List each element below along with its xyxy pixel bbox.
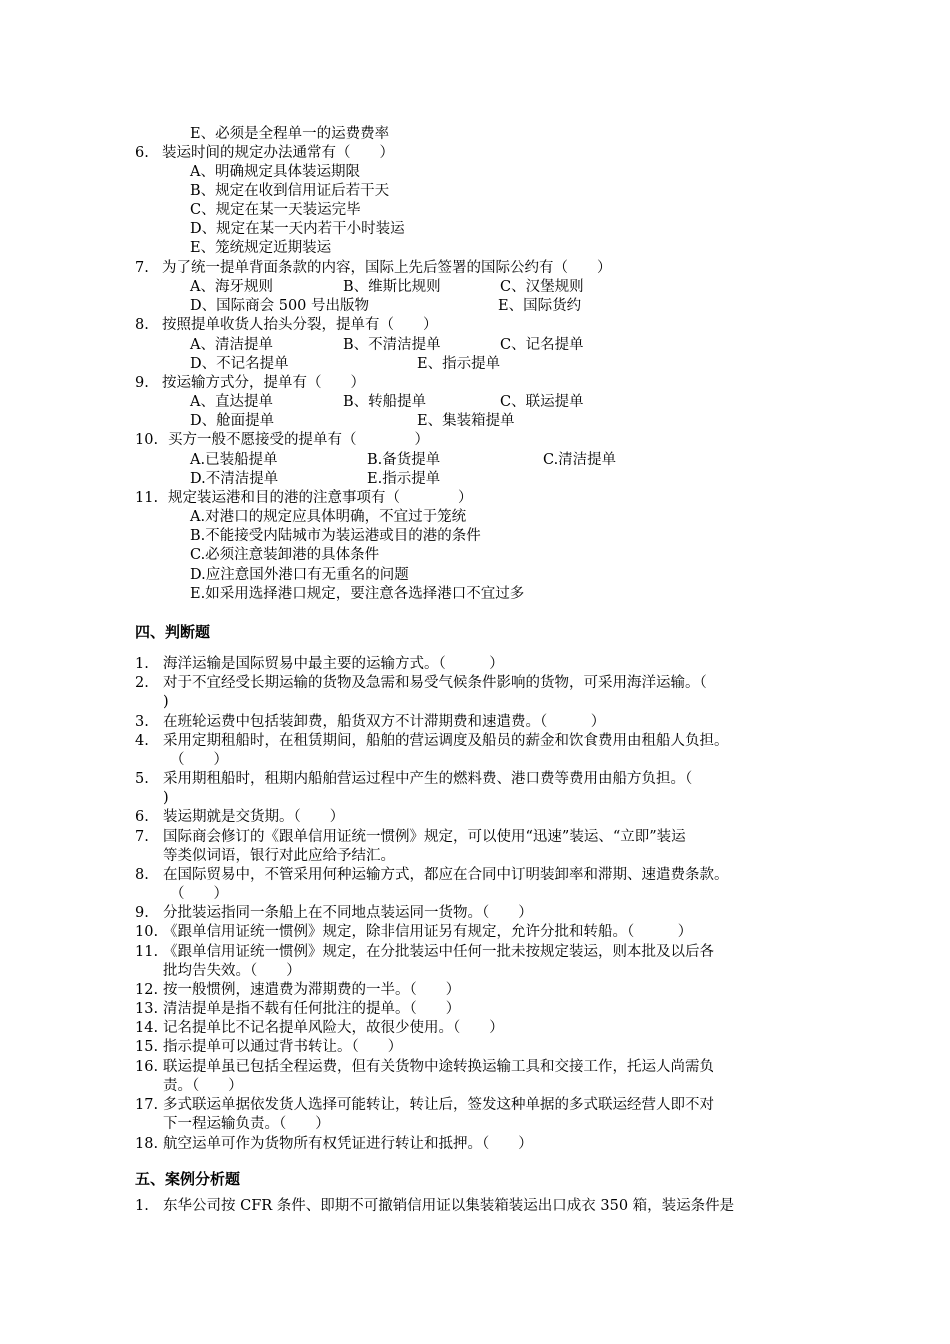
- q7-text: 为了统一提单背面条款的内容，国际上先后签署的国际公约有（ ）: [162, 260, 612, 276]
- tf-item-text: 在班轮运费中包括装卸费，船货双方不计滞期费和速遣费。（ ）: [163, 714, 606, 730]
- q11-option-d: D.应注意国外港口有无重名的问题: [190, 567, 409, 583]
- q9-number: 9.: [135, 375, 149, 391]
- q10-option-b: B.备货提单: [367, 452, 441, 468]
- q11-option-b: B.不能接受内陆城市为装运港或目的港的条件: [190, 528, 481, 544]
- tf-item-number: 11.: [135, 944, 159, 960]
- q7-option-c: C、汉堡规则: [500, 279, 584, 295]
- q11-option-e: E.如采用选择港口规定，要注意各选择港口不宜过多: [190, 586, 525, 602]
- tf-item-text: 采用定期租船时，在租赁期间，船舶的营运调度及船员的薪金和饮食费用由租船人负担。: [163, 733, 729, 749]
- q6-number: 6.: [135, 145, 149, 161]
- q5-option-e: E、必须是全程单一的运费费率: [190, 126, 390, 142]
- q10-number: 10.: [135, 432, 159, 448]
- q9-option-c: C、联运提单: [500, 394, 584, 410]
- tf-item-number: 15.: [135, 1039, 159, 1055]
- q8-option-a: A、清洁提单: [190, 337, 273, 353]
- q8-option-e: E、指示提单: [417, 356, 501, 372]
- tf-item-text: 记名提单比不记名提单风险大，故很少使用。（ ）: [163, 1020, 504, 1036]
- q6-text: 装运时间的规定办法通常有（ ）: [162, 145, 394, 161]
- tf-item-text-cont: 责。（ ）: [163, 1078, 243, 1094]
- tf-item-text: 多式联运单据依发货人选择可能转让，转让后，签发这种单据的多式联运经营人即不对: [163, 1097, 714, 1113]
- case-item-text: 东华公司按 CFR 条件、即期不可撤销信用证以集装箱装运出口成衣 350 箱，装运条件是: [163, 1198, 735, 1214]
- tf-item-number: 2.: [135, 675, 149, 691]
- q6-option-a: A、明确规定具体装运期限: [190, 164, 360, 180]
- tf-item-number: 3.: [135, 714, 149, 730]
- tf-item-text-cont: 等类似词语，银行对此应给予结汇。: [163, 848, 395, 864]
- q6-option-c: C、规定在某一天装运完毕: [190, 202, 361, 218]
- q8-option-d: D、不记名提单: [190, 356, 289, 372]
- case-item-number: 1.: [135, 1198, 149, 1214]
- q9-text: 按运输方式分，提单有（ ）: [162, 375, 365, 391]
- q6-option-b: B、规定在收到信用证后若干天: [190, 183, 390, 199]
- q10-option-a: A.已装船提单: [190, 452, 278, 468]
- q6-option-d: D、规定在某一天内若干小时装运: [190, 221, 405, 237]
- q9-option-d: D、舱面提单: [190, 413, 275, 429]
- q10-option-c: C.清洁提单: [543, 452, 617, 468]
- tf-item-text: 在国际贸易中，不管采用何种运输方式，都应在合同中订明装卸率和滞期、速遣费条款。: [163, 867, 729, 883]
- q7-option-a: A、海牙规则: [190, 279, 273, 295]
- tf-item-number: 9.: [135, 905, 149, 921]
- q11-text: 规定装运港和目的港的注意事项有（ ）: [168, 490, 473, 506]
- q8-option-b: B、不清洁提单: [343, 337, 441, 353]
- tf-item-text: 海洋运输是国际贸易中最主要的运输方式。（ ）: [163, 656, 504, 672]
- q8-option-c: C、记名提单: [500, 337, 584, 353]
- q11-number: 11.: [135, 490, 159, 506]
- tf-item-text: 分批装运指同一条船上在不同地点装运同一货物。（ ）: [163, 905, 533, 921]
- tf-item-text: 联运提单虽已包括全程运费，但有关货物中途转换运输工具和交接工作，托运人尚需负: [163, 1059, 714, 1075]
- tf-item-text: 指示提单可以通过背书转让。（ ）: [163, 1039, 403, 1055]
- q11-option-a: A.对港口的规定应具体明确，不宜过于笼统: [190, 509, 467, 525]
- tf-item-text-cont: 下一程运输负责。（ ）: [163, 1116, 330, 1132]
- q7-option-e: E、国际货约: [498, 298, 582, 314]
- tf-item-text: 按一般惯例，速遣费为滞期费的一半。（ ）: [163, 982, 461, 998]
- tf-item-text-cont: ): [163, 790, 169, 806]
- tf-item-text-cont: （ ）: [170, 752, 228, 768]
- tf-item-number: 8.: [135, 867, 149, 883]
- q6-option-e: E、笼统规定近期装运: [190, 240, 332, 256]
- tf-item-text: 采用期租船时，租期内船舶营运过程中产生的燃料费、港口费等费用由船方负担。（: [163, 771, 693, 787]
- q7-option-b: B、维斯比规则: [343, 279, 441, 295]
- tf-item-number: 16.: [135, 1059, 159, 1075]
- tf-item-text-cont: （ ）: [170, 886, 228, 902]
- q10-option-e: E.指示提单: [367, 471, 441, 487]
- tf-item-number: 1.: [135, 656, 149, 672]
- q9-option-e: E、集装箱提单: [417, 413, 515, 429]
- q10-text: 买方一般不愿接受的提单有（ ）: [168, 432, 429, 448]
- q11-option-c: C.必须注意装卸港的具体条件: [190, 547, 380, 563]
- tf-item-text-cont: 批均告失效。（ ）: [163, 963, 301, 979]
- tf-item-number: 14.: [135, 1020, 159, 1036]
- tf-item-number: 7.: [135, 829, 149, 845]
- tf-item-number: 17.: [135, 1097, 159, 1113]
- q7-number: 7.: [135, 260, 149, 276]
- q8-number: 8.: [135, 317, 149, 333]
- tf-item-text: 《跟单信用证统一惯例》规定，除非信用证另有规定，允许分批和转船。（ ）: [163, 924, 693, 940]
- section-heading-case-analysis: 五、案例分析题: [135, 1170, 241, 1188]
- tf-item-text: 装运期就是交货期。（ ）: [163, 809, 345, 825]
- tf-item-number: 13.: [135, 1001, 159, 1017]
- q8-text: 按照提单收货人抬头分裂，提单有（ ）: [162, 317, 438, 333]
- tf-item-number: 12.: [135, 982, 159, 998]
- tf-item-number: 4.: [135, 733, 149, 749]
- q7-option-d: D、国际商会 500 号出版物: [190, 298, 370, 314]
- tf-item-text-cont: ): [163, 694, 169, 710]
- q9-option-b: B、转船提单: [343, 394, 427, 410]
- tf-item-text: 清洁提单是指不载有任何批注的提单。（ ）: [163, 1001, 461, 1017]
- section-heading-true-false: 四、判断题: [135, 623, 211, 641]
- tf-item-number: 5.: [135, 771, 149, 787]
- tf-item-number: 18.: [135, 1136, 159, 1152]
- q10-option-d: D.不清洁提单: [190, 471, 279, 487]
- tf-item-text: 国际商会修订的《跟单信用证统一惯例》规定，可以使用“迅速”装运、“立即”装运: [163, 829, 686, 845]
- q9-option-a: A、直达提单: [190, 394, 273, 410]
- tf-item-text: 《跟单信用证统一惯例》规定，在分批装运中任何一批未按规定装运，则本批及以后各: [163, 944, 714, 960]
- tf-item-text: 航空运单可作为货物所有权凭证进行转让和抵押。（ ）: [163, 1136, 533, 1152]
- tf-item-number: 6.: [135, 809, 149, 825]
- tf-item-number: 10.: [135, 924, 159, 940]
- tf-item-text: 对于不宜经受长期运输的货物及急需和易受气候条件影响的货物，可采用海洋运输。（: [163, 675, 707, 691]
